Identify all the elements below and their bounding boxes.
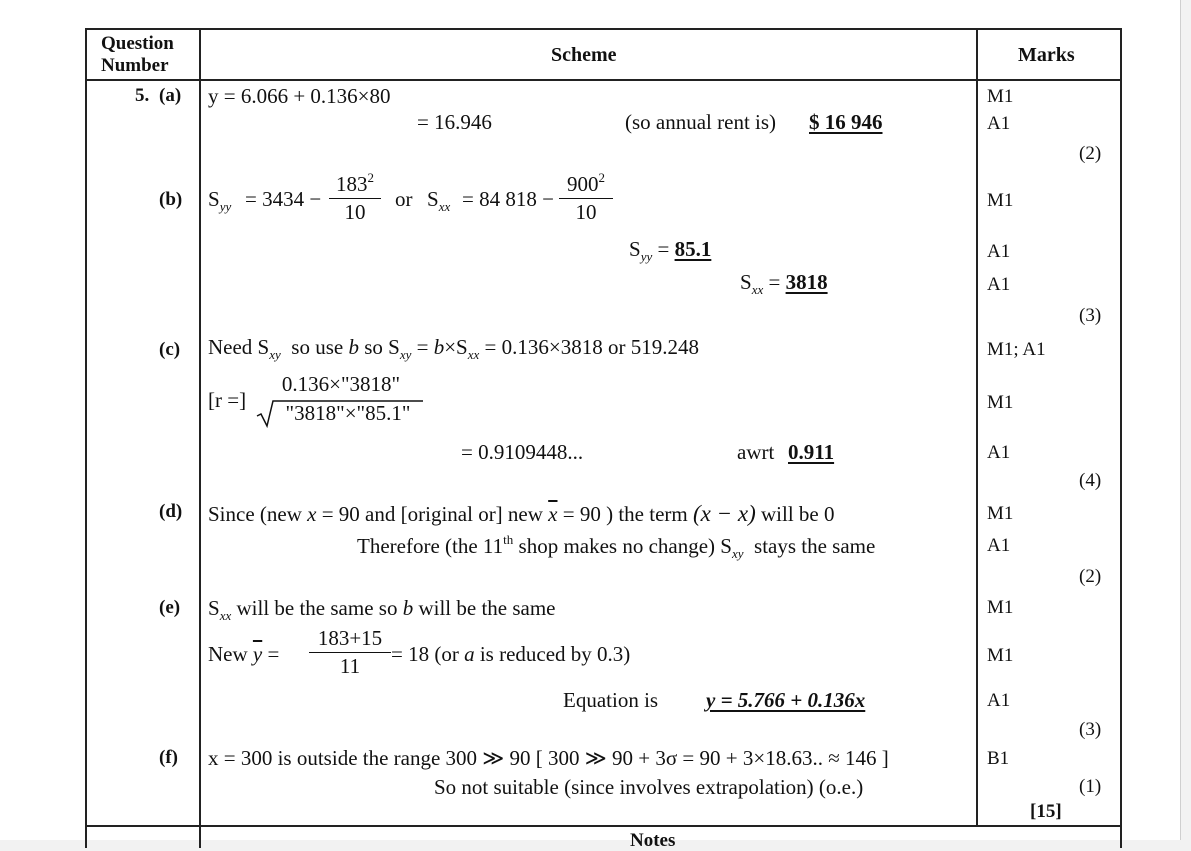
header-question-number: Question Number	[101, 33, 174, 76]
part-b-sxx-result: $S_{xx} = 3818$	[740, 270, 828, 297]
part-a-mark-2: A1	[987, 113, 1011, 134]
part-a-answer: $ 16 946	[809, 110, 883, 134]
part-c-r-label: [r =]	[208, 388, 247, 412]
part-b-mark-3: A1	[987, 274, 1011, 295]
part-e-equation-label: Equation is	[563, 688, 659, 712]
part-e-fraction: $\frac{183+15}{11}$	[309, 628, 391, 677]
part-a-result: = 16.946	[417, 110, 492, 134]
part-f-line1: x = 300 is outside the range 300 ≫ 90 [ 300 ≫ 90 + 3σ = 90 + 3×18.63.. ≈ 146 ]	[208, 746, 889, 770]
part-c-label: (c)	[159, 339, 181, 360]
header-bottom-border	[85, 79, 1121, 81]
part-e-mark-2: M1	[987, 645, 1014, 666]
part-d-mark-2: A1	[987, 535, 1011, 556]
part-e-total: (3)	[1079, 719, 1102, 740]
part-b-fraction-2: $\frac{900^2}{10}$	[559, 174, 613, 223]
part-b-fraction-1: $\frac{183^2}{10}$	[329, 174, 381, 223]
part-c-mark-1: M1; A1	[987, 339, 1046, 360]
part-c-answer: 0.911	[788, 440, 835, 464]
part-b-total: (3)	[1079, 305, 1102, 326]
part-d-line2: Therefore (the 11th shop makes no change) $S_{xy}$ stays the same	[357, 532, 876, 561]
part-e-label: (e)	[159, 597, 181, 618]
grand-total: [15]	[1030, 801, 1062, 822]
part-b-eq1: = 3434 −	[245, 187, 322, 211]
part-d-line1: Since (new x = 90 and [original or] new $\overline{x} = 90$ ) the term (x − x) will be 0	[208, 501, 835, 526]
notes-divider	[85, 825, 1121, 827]
table-left-border	[85, 28, 87, 848]
part-b-sxx: $S_{xx}$	[427, 187, 451, 214]
part-c-mark-2: M1	[987, 392, 1014, 413]
notes-heading: Notes	[630, 830, 676, 851]
part-f-total: (1)	[1079, 776, 1102, 797]
part-e-line2: = 18 (or a is reduced by 0.3)	[391, 642, 631, 666]
part-b-syy-result: $S_{yy} = 85.1$	[629, 237, 712, 264]
question-number: 5.	[135, 85, 150, 106]
part-b-label: (b)	[159, 189, 183, 210]
part-c-fraction: 0.136×"3818" "3818"×"85.1"	[281, 372, 411, 425]
part-f-line2: So not suitable (since involves extrapolation) (o.e.)	[434, 775, 864, 799]
part-f-label: (f)	[159, 747, 178, 768]
part-b-mark-1: M1	[987, 190, 1014, 211]
part-c-awrt: awrt	[737, 440, 775, 464]
part-b-or: or	[395, 187, 413, 211]
part-b-syy: $S_{yy}$	[208, 187, 232, 214]
part-c-mark-3: A1	[987, 442, 1011, 463]
table-right-border	[1120, 28, 1122, 848]
part-f-mark-1: B1	[987, 748, 1010, 769]
mark-scheme-table	[85, 28, 1121, 851]
part-a-mark-1: M1	[987, 86, 1014, 107]
part-e-new: New $\overline{y}$ =	[208, 642, 280, 666]
part-a-line1: y = 6.066 + 0.136×80	[208, 84, 391, 108]
col-divider-1	[199, 28, 201, 848]
square-root-sign	[255, 399, 425, 429]
part-d-total: (2)	[1079, 566, 1102, 587]
part-a-label: (a)	[159, 85, 182, 106]
part-c-line1: Need $S_{xy}$ so use b so $S_{xy} = b\times S_{xx} = 0.136\times 3818$ or 519.248	[208, 335, 699, 362]
part-c-result: = 0.9109448...	[461, 440, 584, 464]
part-e-mark-3: A1	[987, 690, 1011, 711]
header-marks: Marks	[1018, 44, 1075, 66]
col-divider-2	[976, 28, 978, 826]
part-a-total: (2)	[1079, 143, 1102, 164]
header-scheme: Scheme	[551, 44, 617, 66]
part-b-eq2: = 84 818 −	[462, 187, 554, 211]
part-c-total: (4)	[1079, 470, 1102, 491]
part-e-line1: $S_{xx}$ will be the same so b will be the same	[208, 596, 556, 623]
part-e-mark-1: M1	[987, 597, 1014, 618]
part-a-note: (so annual rent is)	[625, 110, 777, 134]
table-top-border	[85, 28, 1121, 30]
part-e-answer: y = 5.766 + 0.136x	[706, 688, 866, 712]
part-d-label: (d)	[159, 501, 183, 522]
part-b-mark-2: A1	[987, 241, 1011, 262]
part-d-mark-1: M1	[987, 503, 1014, 524]
